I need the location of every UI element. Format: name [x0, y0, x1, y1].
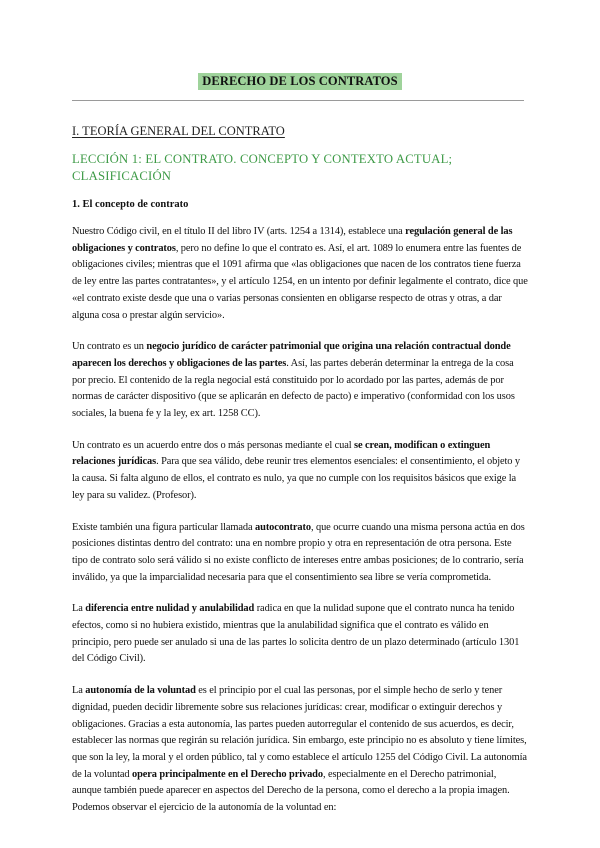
bold-text: autonomía de la voluntad	[85, 685, 196, 697]
paragraph	[72, 339, 528, 423]
bold-text: regulación general de las obligaciones y contratos	[72, 226, 513, 254]
text-run: Un contrato es un acuerdo entre dos o más personas mediante el cual	[72, 439, 355, 451]
document-title: DERECHO DE LOS CONTRATOS	[198, 73, 401, 90]
lesson-heading: LECCIÓN 1: EL CONTRATO. CONCEPTO Y CONTEXTO ACTUAL; CLASIFICACIÓN	[72, 152, 453, 183]
text-run: , especialmente en el Derecho patrimonial, aunque también puede aparecer en aspectos del Derecho de la persona, como el derecho a la propia imagen. Podemos observar el ejercicio de la autonomía de la voluntad en:	[72, 768, 510, 814]
text-run: es el principio por el cual las personas, por el simple hecho de serlo y tener dignidad, pueden decidir libremente sobre sus relaciones jurídicas: crear, modificar o extinguir derechos y obligaciones. Gracias a esta autonomía, las partes pueden autorregular el contenido de sus acuerdos, es decir, establecer las normas que regirán su relación jurídica. Sin embargo, este principio no es absoluto y tiene límites, que son la ley, la moral y el orden público, tal y como establece el artículo 1255 del Código Civil. La autonomía de la voluntad	[72, 685, 527, 780]
document-body	[72, 224, 528, 832]
section-heading: I. TEORÍA GENERAL DEL CONTRATO	[72, 124, 285, 138]
paragraph	[72, 438, 528, 505]
bold-text: opera principalmente en el Derecho privado	[131, 768, 323, 780]
paragraph	[72, 601, 528, 668]
text-run: Un contrato es un	[72, 341, 147, 353]
bold-text: negocio jurídico de carácter patrimonial que origina una relación contractual donde aparecen los derechos y obligaciones de las partes	[72, 341, 511, 369]
text-run: La	[72, 603, 86, 615]
text-run: , que ocurre cuando una misma persona actúa en dos posiciones distintas dentro del contrato: una en nombre propio y otra en representación de otra persona. Este tipo de contrato solo será válido si no existe conflicto de intereses entre ambas posiciones; de lo contrario, sería inválido, ya que la imparcialidad necesaria para que el consentimiento sea libre se vería comprometida.	[72, 521, 525, 583]
text-run: , pero no define lo que el contrato es. Así, el art. 1089 lo enumera entre las fuentes de obligaciones civiles; mientras que el 1091 afirma que «las obligaciones que nacen de los contratos tiene fuerza de ley entre las partes contratantes», y el artículo 1254, en un intento por definir legalmente el contrato, dice que «el contrato existe desde que una o varias personas consienten en obligarse respecto de otras y otras, a dar alguna cosa o prestar algún servicio».	[72, 242, 528, 321]
bold-text: autocontrato	[255, 521, 311, 533]
paragraph	[72, 683, 528, 817]
title-container	[0, 72, 600, 90]
paragraph	[72, 224, 528, 324]
text-run: La	[72, 685, 86, 697]
paragraph	[72, 520, 528, 587]
bold-text: se crean, modifican o extinguen relaciones jurídicas	[72, 439, 491, 468]
bold-text: diferencia entre nulidad y anulabilidad	[85, 603, 255, 615]
subheading: 1. El concepto de contrato	[72, 199, 189, 210]
title-divider	[72, 100, 524, 101]
text-run: Existe también una figura particular llamada	[72, 521, 256, 533]
text-run: Nuestro Código civil, en el título II del libro IV (arts. 1254 a 1314), establece una	[72, 226, 406, 237]
text-run: radica en que la nulidad supone que el contrato nunca ha tenido efectos, como si no hubiera existido, mientras que la anulabilidad significa que el contrato es válido en principio, pero puede ser anulado si una de las partes lo solicita dentro de un plazo determinado (artículo 1301 del Código Civil).	[72, 603, 520, 665]
text-run: . Así, las partes deberán determinar la entrega de la cosa por precio. El contenido de la regla negocial está constituido por lo acordado por las partes, además de por normas de carácter dispositivo (que se aplicarán en defecto de pacto) e imperativo (conformidad con los usos sociales, la buena fe y la ley, ex art. 1258 CC).	[72, 357, 515, 420]
text-run: . Para que sea válido, debe reunir tres elementos esenciales: el consentimiento, el objeto y la causa. Si falta alguno de ellos, el contrato es nulo, ya que no cumple con los requisitos básicos que exige la ley para su validez. (Profesor).	[72, 456, 520, 501]
